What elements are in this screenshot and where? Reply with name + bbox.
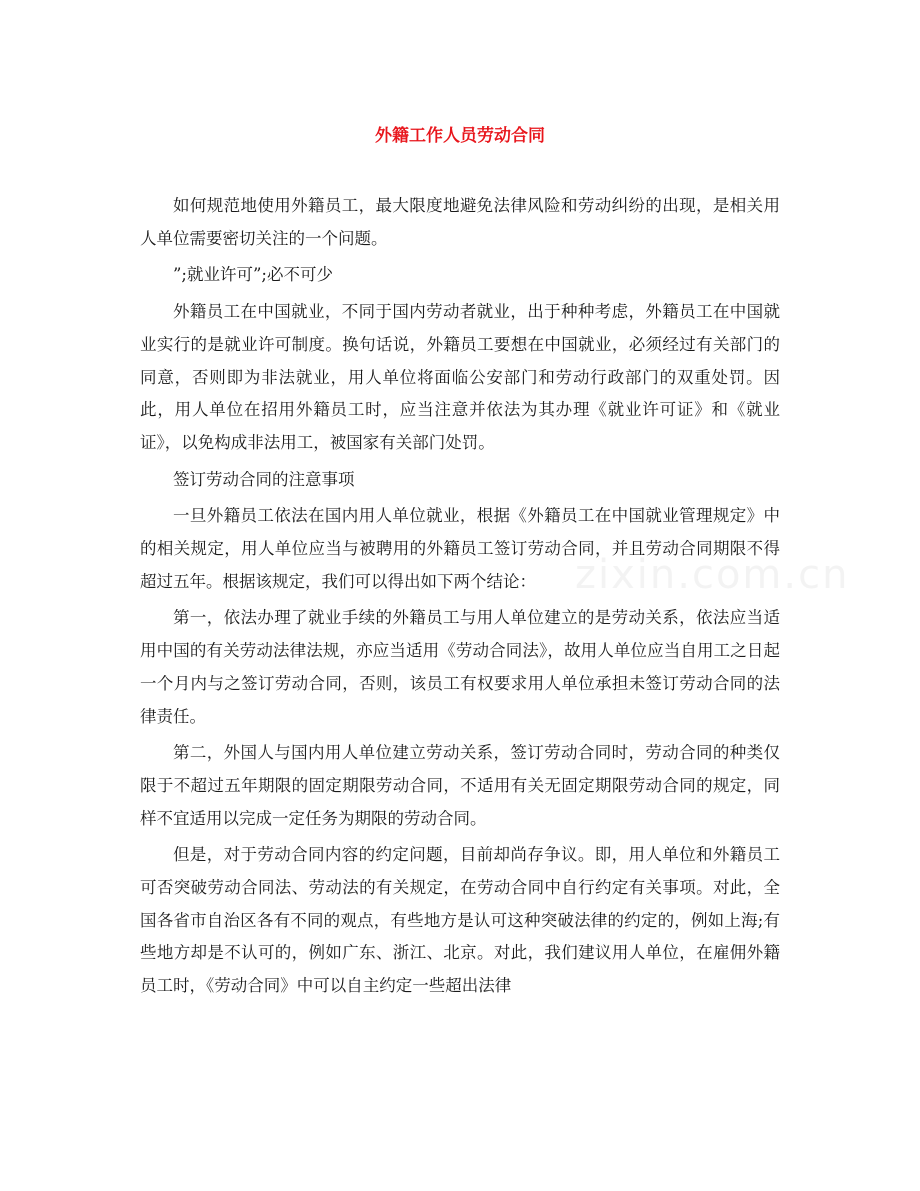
paragraph-conclusion-one: 第一，依法办理了就业手续的外籍员工与用人单位建立的是劳动关系，依法应当适用中国的有关劳动法律法规，亦应当适用《劳动合同法》，故用人单位应当自用工之日起一个月内与之签订劳动合同，否则，该员工有权要求用人单位承担未签订劳动合同的法律责任。: [140, 608, 780, 726]
watermark: zixin.com.cn: [575, 552, 850, 598]
paragraph-conclusion-two: 第二，外国人与国内用人单位建立劳动关系，签订劳动合同时，劳动合同的种类仅限于不超过五年期限的固定期限劳动合同，不适用有关无固定期限劳动合同的规定，同样不宜适用以完成一定任务为期限的劳动合同。: [140, 743, 780, 828]
document-body: [140, 190, 780, 1007]
section-heading-work-permit: ”;就业许可”;必不可少: [173, 265, 333, 285]
paragraph-dispute: 但是，对于劳动合同内容的约定问题，目前却尚存争议。即，用人单位和外籍员工可否突破劳动合同法、劳动法的有关规定，在劳动合同中自行约定有关事项。对此，全国各省市自治区各有不同的观点，有些地方是认可这种突破法律的约定的，例如上海;有些地方却是不认可的，例如广东、浙江、北京。对此，我们建议用人单位，在雇佣外籍员工时，《劳动合同》中可以自主约定一些超出法律: [140, 845, 780, 996]
paragraph-intro: 如何规范地使用外籍员工，最大限度地避免法律风险和劳动纠纷的出现，是相关用人单位需要密切关注的一个问题。: [140, 196, 780, 248]
section-heading-contract-notes: 签订劳动合同的注意事项: [173, 469, 355, 489]
paragraph-work-permit: 外籍员工在中国就业，不同于国内劳动者就业，出于种种考虑，外籍员工在中国就业实行的是就业许可制度。换句话说，外籍员工要想在中国就业，必须经过有关部门的同意，否则即为非法就业，用人单位将面临公安部门和劳动行政部门的双重处罚。因此，用人单位在招用外籍员工时，应当注意并依法为其办理《就业许可证》和《就业证》，以免构成非法用工，被国家有关部门处罚。: [140, 302, 780, 452]
paragraph-contract-rules: 一旦外籍员工依法在国内用人单位就业，根据《外籍员工在中国就业管理规定》中的相关规定，用人单位应当与被聘用的外籍员工签订劳动合同，并且劳动合同期限不得超过五年。根据该规定，我们可以得出如下两个结论：: [140, 506, 780, 591]
document-title: 外籍工作人员劳动合同: [375, 126, 545, 146]
